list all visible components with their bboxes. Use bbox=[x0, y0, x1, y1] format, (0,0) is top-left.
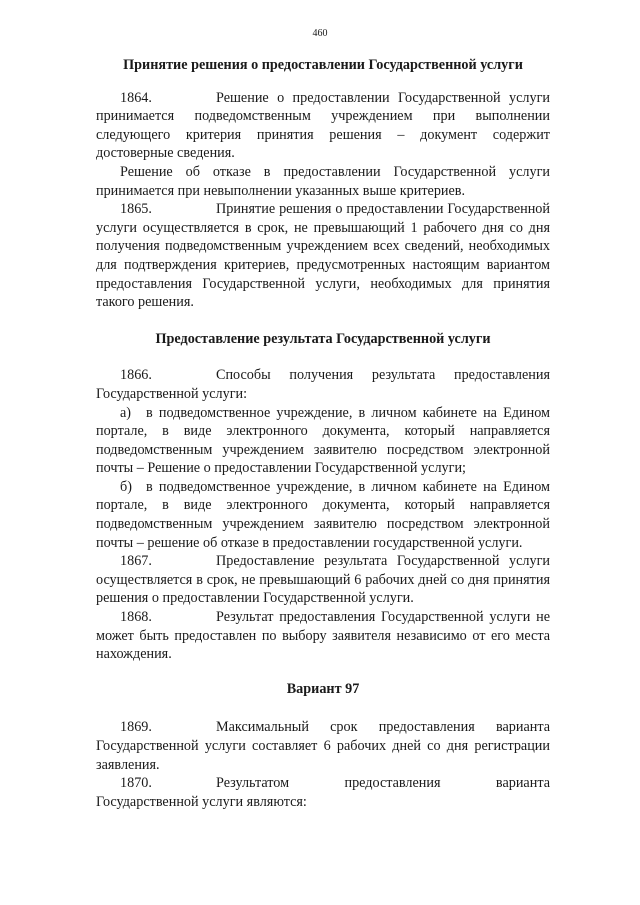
paragraph-refusal: Решение об отказе в предоставлении Государственной услуги принимается при невыполнении указанных выше критериев. bbox=[96, 163, 550, 199]
list-text-a: в подведомственное учреждение, в личном кабинете на Едином портале, в виде электронного документа, который направляется подведомственным учреждением заявителю посредством электронной почты – Решение о предоставлении Государственной услуги; bbox=[96, 404, 550, 477]
paragraph-1870 bbox=[96, 774, 550, 811]
list-item-a bbox=[96, 404, 550, 478]
list-text-b: в подведомственное учреждение, в личном кабинете на Едином портале, в виде электронного документа, который направляется подведомственным учреждением заявителю посредством электронной почты – решение об отказе в предоставлении государственной услуги. bbox=[96, 478, 550, 551]
clause-text-1865: Принятие решения о предоставлении Государственной услуги осуществляется в срок, не превышающий 1 рабочего дня со дня получения подведомственным учреждением всех сведений, необходимых для подтверждения критериев, предусмотренных настоящим вариантом предоставления Государственной услуги, необходимых для принятия такого решения. bbox=[96, 201, 550, 311]
clause-text-1864: Решение о предоставлении Государственной услуги принимается подведомственным учреждением при выполнении следующего критерия принятия решения – документ содержит достоверные сведения. bbox=[96, 89, 550, 162]
page-number: 460 bbox=[312, 28, 328, 39]
list-letter-b: б) bbox=[120, 478, 132, 495]
clause-text-1869: Максимальный срок предоставления варианта Государственной услуги составляет 6 рабочих дней со дня регистрации заявления. bbox=[96, 719, 550, 773]
decision-heading: Принятие решения о предоставлении Государственной услуги bbox=[123, 57, 523, 73]
list-item-b bbox=[96, 478, 550, 552]
paragraph-1867 bbox=[96, 552, 550, 608]
document-body bbox=[96, 56, 550, 811]
clause-text-1866: Способы получения результата предоставления Государственной услуги: bbox=[96, 367, 550, 402]
paragraph-1866 bbox=[96, 366, 550, 403]
paragraph-1865 bbox=[96, 200, 550, 312]
clause-number-1867: 1867. bbox=[120, 553, 152, 570]
clause-number-1869: 1869. bbox=[120, 719, 152, 736]
clause-number-1866: 1866. bbox=[120, 367, 152, 384]
variant-heading: Вариант 97 bbox=[286, 680, 360, 697]
paragraph-1868 bbox=[96, 608, 550, 664]
clause-text-1870: Результатом предоставления варианта Государственной услуги являются: bbox=[96, 775, 550, 810]
paragraph-1864 bbox=[96, 89, 550, 163]
clause-text-1868: Результат предоставления Государственной услуги не может быть предоставлен по выбору заявителя независимо от его места нахождения. bbox=[96, 609, 550, 663]
clause-number-1864: 1864. bbox=[120, 89, 152, 106]
paragraph-1869 bbox=[96, 718, 550, 774]
clause-number-1868: 1868. bbox=[120, 609, 152, 626]
clause-number-1870: 1870. bbox=[120, 775, 152, 792]
clause-text-1867: Предоставление результата Государственной услуги осуществляется в срок, не превышающий 6 рабочих дней со дня принятия решения о предоставлении Государственной услуги. bbox=[96, 553, 550, 607]
clause-number-1865: 1865. bbox=[120, 201, 152, 218]
result-heading: Предоставление результата Государственной услуги bbox=[155, 330, 491, 347]
list-letter-a: а) bbox=[120, 404, 132, 421]
